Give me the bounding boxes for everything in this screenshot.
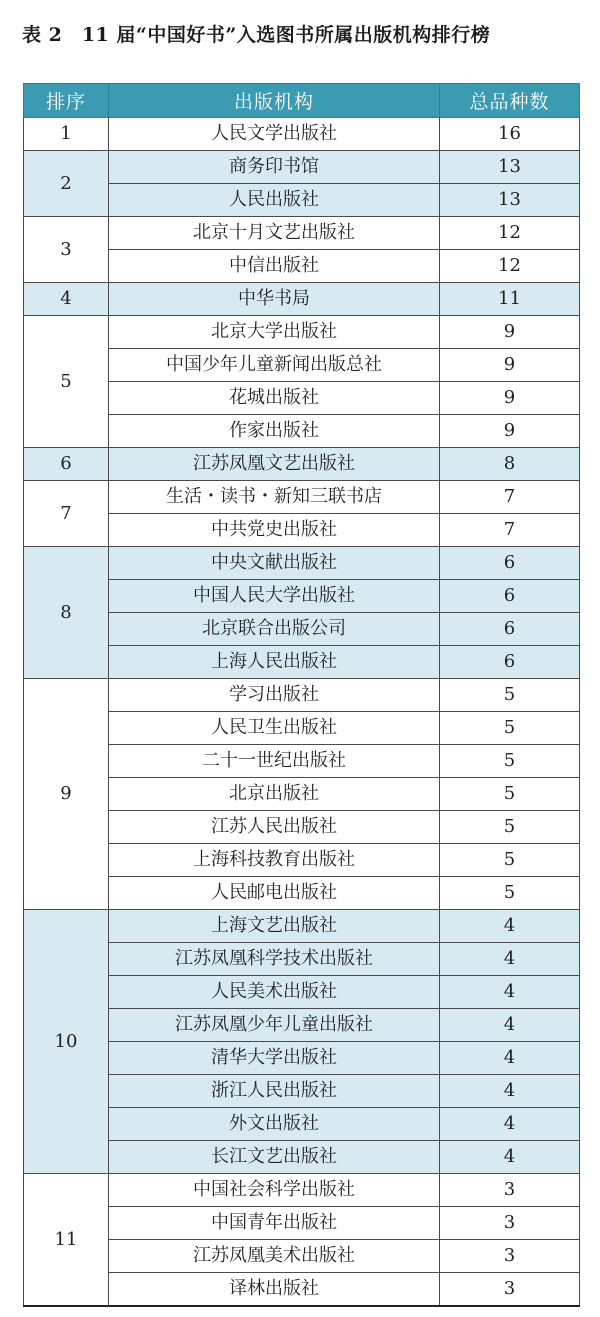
publisher-cell: 上海人民出版社 (109, 646, 440, 679)
table-row (24, 448, 580, 481)
count-cell: 4 (440, 976, 580, 1009)
count-cell: 6 (440, 646, 580, 679)
count-cell: 5 (440, 844, 580, 877)
table-row (24, 481, 580, 514)
publisher-cell: 江苏人民出版社 (109, 811, 440, 844)
table-row (24, 151, 580, 184)
count-cell: 4 (440, 1108, 580, 1141)
table-body (24, 118, 580, 1307)
publisher-cell: 人民文学出版社 (109, 118, 440, 151)
publisher-cell: 上海文艺出版社 (109, 910, 440, 943)
header-rank: 排序 (24, 84, 109, 118)
table-header-row (24, 84, 580, 118)
publisher-ranking-table (23, 83, 580, 1307)
count-cell: 4 (440, 1141, 580, 1174)
publisher-cell: 北京联合出版公司 (109, 613, 440, 646)
publisher-cell: 北京大学出版社 (109, 316, 440, 349)
count-cell: 12 (440, 250, 580, 283)
count-cell: 9 (440, 382, 580, 415)
publisher-cell: 中国少年儿童新闻出版总社 (109, 349, 440, 382)
rank-cell: 8 (24, 547, 109, 679)
count-cell: 8 (440, 448, 580, 481)
count-cell: 4 (440, 1075, 580, 1108)
publisher-cell: 中国青年出版社 (109, 1207, 440, 1240)
count-cell: 9 (440, 316, 580, 349)
count-cell: 5 (440, 745, 580, 778)
count-cell: 9 (440, 415, 580, 448)
count-cell: 7 (440, 481, 580, 514)
count-cell: 3 (440, 1174, 580, 1207)
header-publisher: 出版机构 (109, 84, 440, 118)
table-title: 表 2 11 届“中国好书”入选图书所属出版机构排行榜 (22, 24, 491, 46)
count-cell: 5 (440, 778, 580, 811)
count-cell: 3 (440, 1240, 580, 1273)
rank-cell: 1 (24, 118, 109, 151)
publisher-cell: 人民美术出版社 (109, 976, 440, 1009)
publisher-cell: 江苏凤凰少年儿童出版社 (109, 1009, 440, 1042)
publisher-cell: 二十一世纪出版社 (109, 745, 440, 778)
publisher-cell: 北京出版社 (109, 778, 440, 811)
header-total: 总品种数 (440, 84, 580, 118)
rank-cell: 10 (24, 910, 109, 1174)
table-row (24, 910, 580, 943)
count-cell: 16 (440, 118, 580, 151)
publisher-cell: 长江文艺出版社 (109, 1141, 440, 1174)
publisher-cell: 人民出版社 (109, 184, 440, 217)
publisher-cell: 中国人民大学出版社 (109, 580, 440, 613)
publisher-cell: 生活・读书・新知三联书店 (109, 481, 440, 514)
rank-cell: 5 (24, 316, 109, 448)
publisher-cell: 外文出版社 (109, 1108, 440, 1141)
publisher-cell: 商务印书馆 (109, 151, 440, 184)
count-cell: 4 (440, 1009, 580, 1042)
count-cell: 5 (440, 679, 580, 712)
count-cell: 6 (440, 613, 580, 646)
table-row (24, 547, 580, 580)
publisher-cell: 江苏凤凰美术出版社 (109, 1240, 440, 1273)
publisher-cell: 人民卫生出版社 (109, 712, 440, 745)
count-cell: 4 (440, 1042, 580, 1075)
publisher-cell: 清华大学出版社 (109, 1042, 440, 1075)
count-cell: 3 (440, 1207, 580, 1240)
publisher-cell: 中信出版社 (109, 250, 440, 283)
count-cell: 12 (440, 217, 580, 250)
publisher-cell: 上海科技教育出版社 (109, 844, 440, 877)
publisher-cell: 江苏凤凰科学技术出版社 (109, 943, 440, 976)
rank-cell: 2 (24, 151, 109, 217)
publisher-cell: 中国社会科学出版社 (109, 1174, 440, 1207)
count-cell: 13 (440, 151, 580, 184)
count-cell: 3 (440, 1273, 580, 1307)
table-row (24, 316, 580, 349)
publisher-cell: 人民邮电出版社 (109, 877, 440, 910)
count-cell: 4 (440, 910, 580, 943)
publisher-cell: 浙江人民出版社 (109, 1075, 440, 1108)
publisher-cell: 中央文献出版社 (109, 547, 440, 580)
count-cell: 6 (440, 580, 580, 613)
rank-cell: 7 (24, 481, 109, 547)
count-cell: 5 (440, 811, 580, 844)
count-cell: 9 (440, 349, 580, 382)
publisher-cell: 中华书局 (109, 283, 440, 316)
count-cell: 13 (440, 184, 580, 217)
rank-cell: 4 (24, 283, 109, 316)
table-row (24, 217, 580, 250)
count-cell: 5 (440, 712, 580, 745)
rank-cell: 11 (24, 1174, 109, 1307)
publisher-cell: 作家出版社 (109, 415, 440, 448)
count-cell: 7 (440, 514, 580, 547)
publisher-cell: 花城出版社 (109, 382, 440, 415)
table-row (24, 118, 580, 151)
table-row (24, 679, 580, 712)
table-row (24, 283, 580, 316)
publisher-cell: 北京十月文艺出版社 (109, 217, 440, 250)
rank-cell: 3 (24, 217, 109, 283)
rank-cell: 9 (24, 679, 109, 910)
publisher-cell: 中共党史出版社 (109, 514, 440, 547)
publisher-cell: 学习出版社 (109, 679, 440, 712)
table-row (24, 1174, 580, 1207)
count-cell: 6 (440, 547, 580, 580)
count-cell: 4 (440, 943, 580, 976)
rank-cell: 6 (24, 448, 109, 481)
publisher-cell: 译林出版社 (109, 1273, 440, 1307)
count-cell: 5 (440, 877, 580, 910)
count-cell: 11 (440, 283, 580, 316)
publisher-cell: 江苏凤凰文艺出版社 (109, 448, 440, 481)
